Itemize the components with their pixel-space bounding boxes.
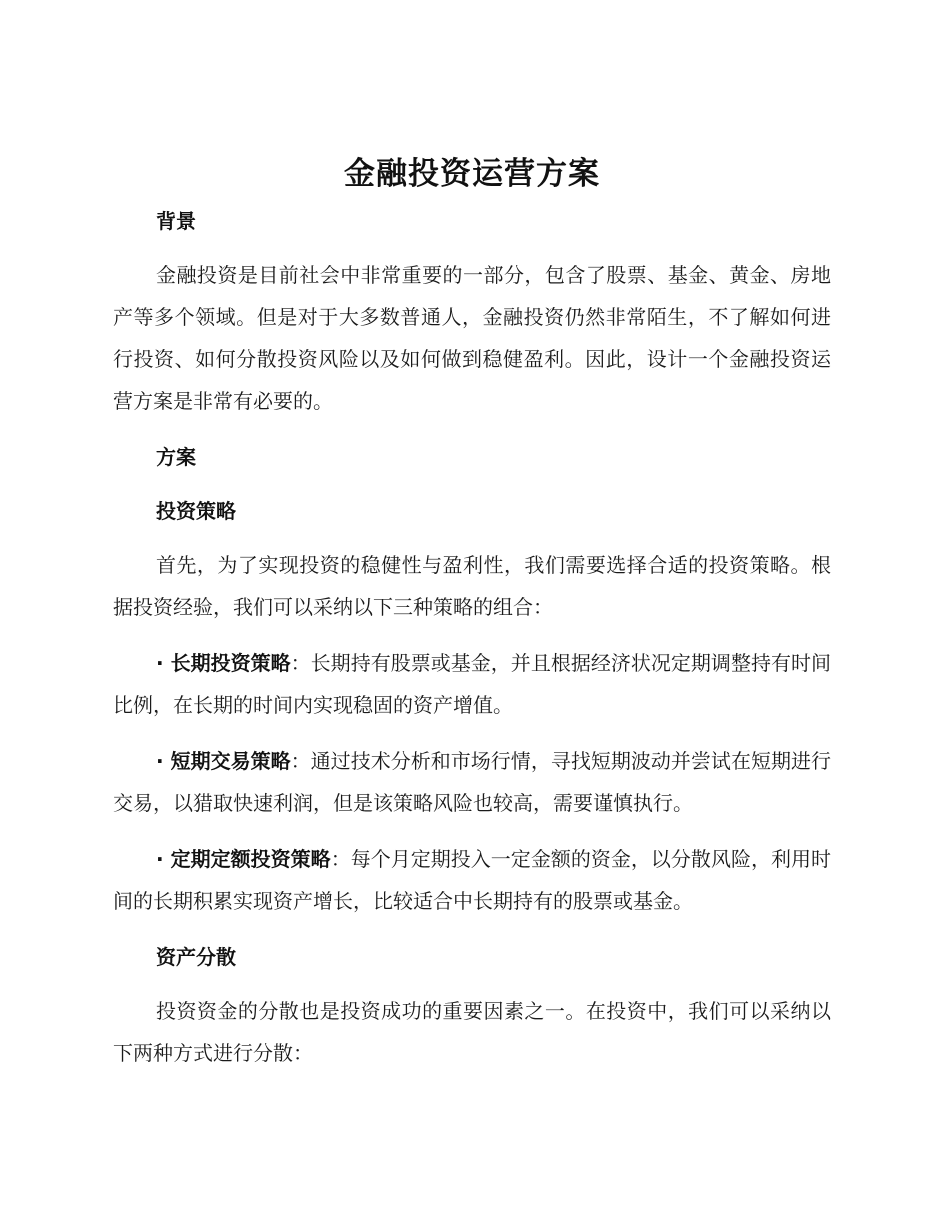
bullet-long-term: [113, 642, 831, 726]
bullet-text: ：每个月定期投入一定金额的资金，以分散风险，利用时间的长期积累实现资产增长，比较适合中长期持有的股票或基金。: [113, 847, 832, 913]
paragraph-background: 金融投资是目前社会中非常重要的一部分，包含了股票、基金、黄金、房地产等多个领域。但是对于大多数普通人，金融投资仍然非常陌生，不了解如何进行投资、如何分散投资风险以及如何做到稳健盈利。因此，设计一个金融投资运营方案是非常有必要的。: [113, 263, 831, 413]
heading-strategy: 投资策略: [156, 499, 236, 523]
paragraph-strategy-intro: 首先，为了实现投资的稳健性与盈利性，我们需要选择合适的投资策略。根据投资经验，我们可以采纳以下三种策略的组合：: [113, 553, 831, 619]
bullet-text: ：长期持有股票或基金，并且根据经济状况定期调整持有时间比例，在长期的时间内实现稳固的资产增值。: [113, 651, 832, 717]
heading-diversification: 资产分散: [156, 945, 236, 969]
bullet-lead: · 长期投资策略: [156, 651, 291, 675]
bullet-short-term: [113, 740, 831, 824]
bullet-text: ：通过技术分析和市场行情，寻找短期波动并尝试在短期进行交易，以猎取快速利润，但是该策略风险也较高，需要谨慎执行。: [113, 749, 832, 815]
heading-plan: 方案: [156, 445, 196, 469]
heading-background: 背景: [156, 209, 196, 233]
document-page: [113, 150, 831, 1074]
document-title: 金融投资运营方案: [344, 156, 600, 192]
bullet-lead: · 短期交易策略: [156, 749, 291, 773]
bullet-fixed-amount: [113, 838, 831, 922]
bullet-lead: · 定期定额投资策略: [156, 847, 331, 871]
paragraph-diversification: 投资资金的分散也是投资成功的重要因素之一。在投资中，我们可以采纳以下两种方式进行分散：: [113, 999, 831, 1065]
